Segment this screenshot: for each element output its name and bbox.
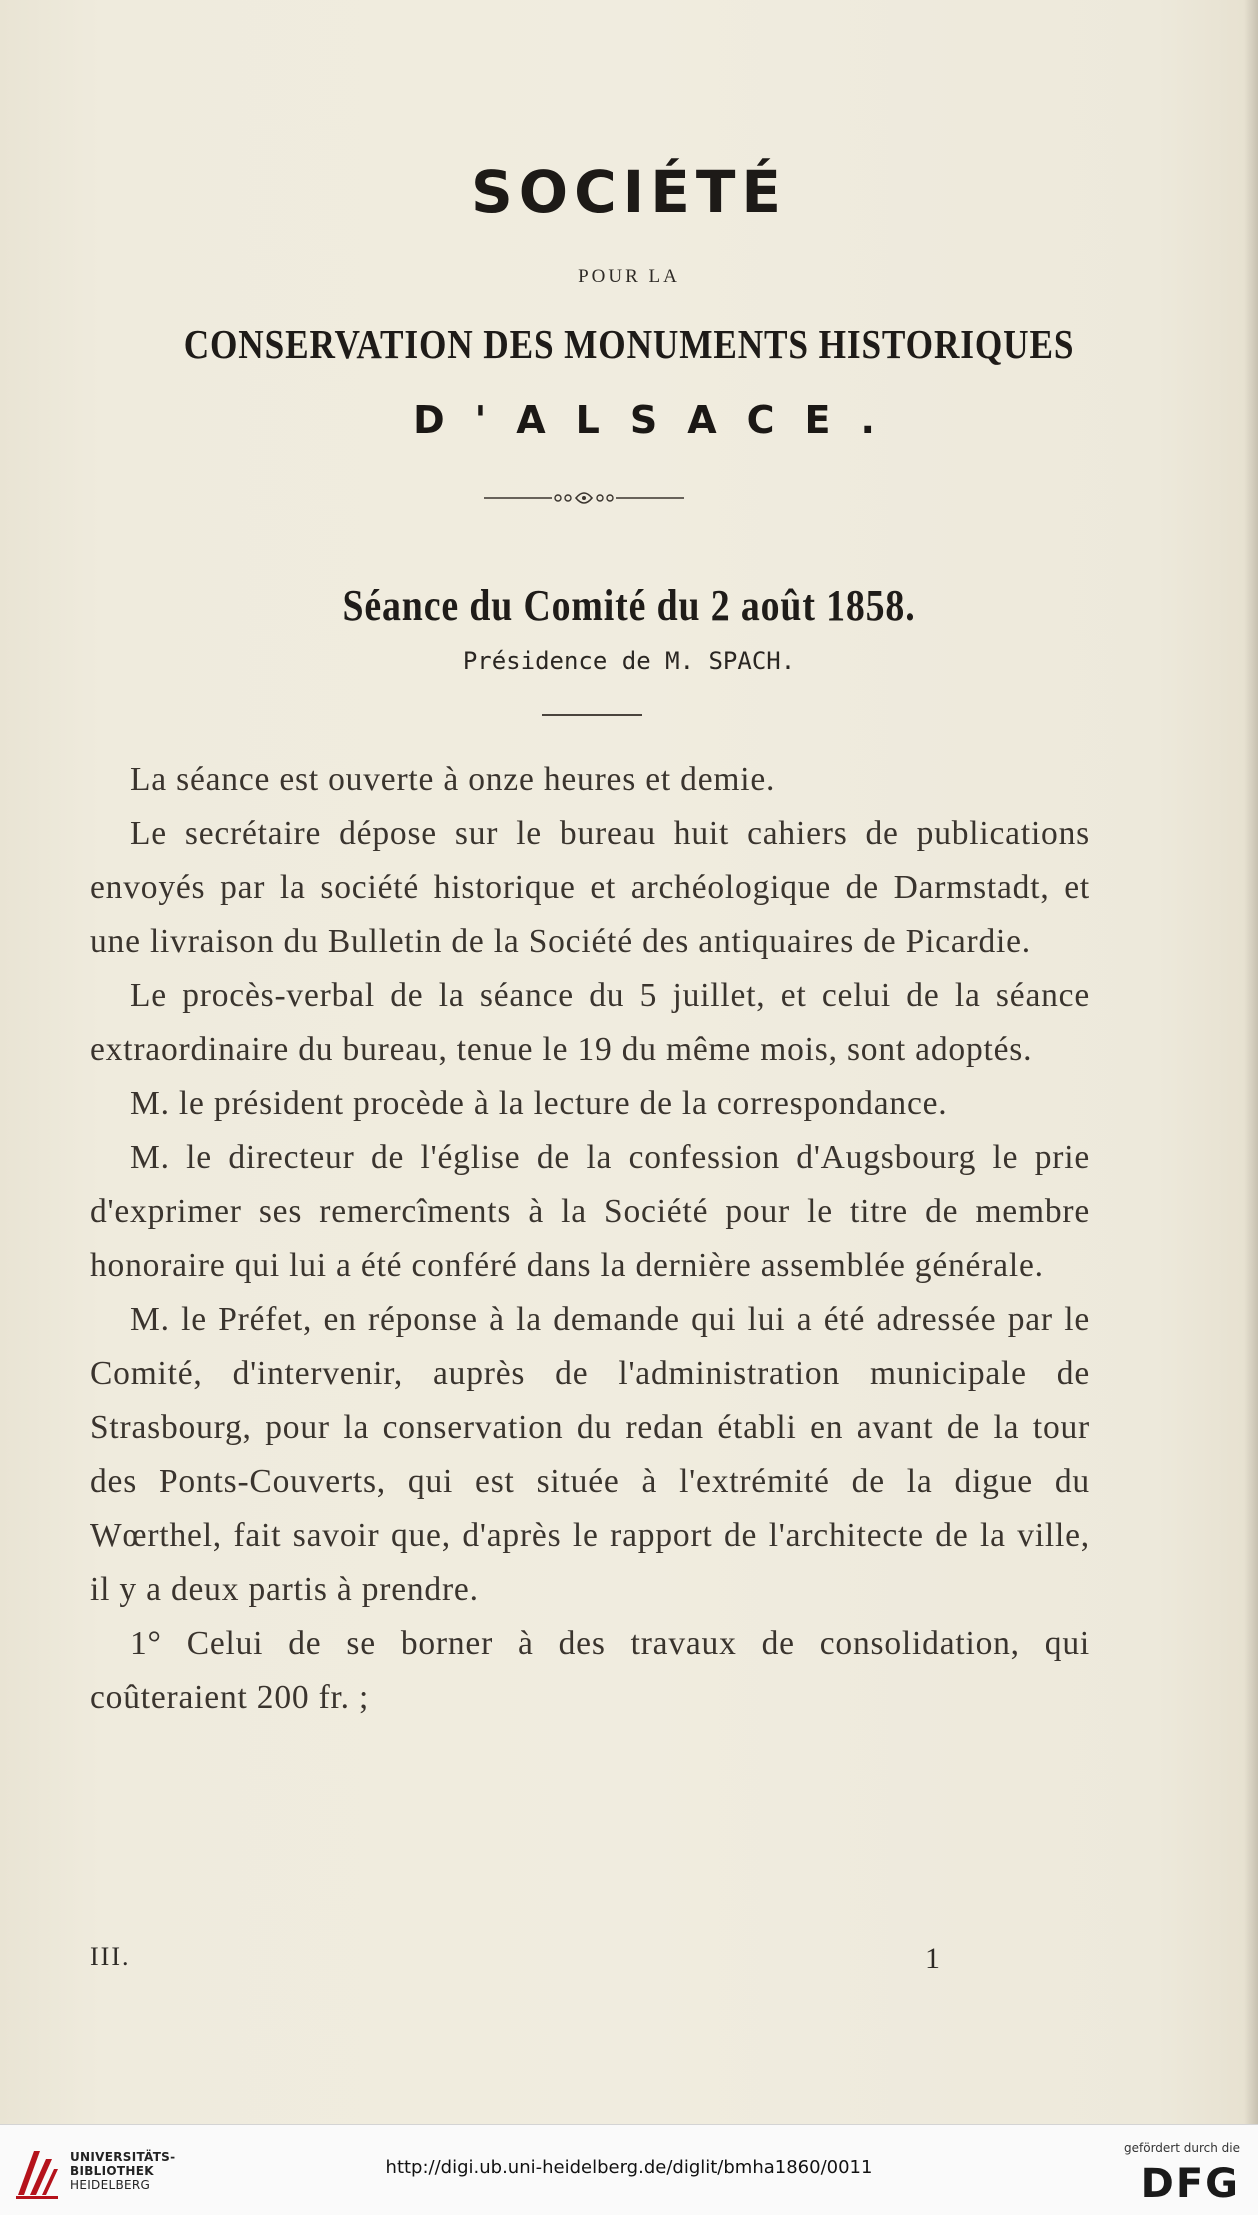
- paragraph: La séance est ouverte à onze heures et demie.: [130, 761, 776, 798]
- paragraph: Le secrétaire dépose sur le bureau huit cahiers de publications envoyés par la société historique et archéologique de Darmstadt, et une livraison du Bulletin de la Société des antiquaires de Picardie.: [90, 815, 1090, 960]
- paragraph: Le procès-verbal de la séance du 5 juillet, et celui de la séance extraordinaire du bureau, tenue le 19 du même mois, sont adoptés.: [90, 977, 1090, 1068]
- paragraph: M. le Préfet, en réponse à la demande qui lui a été adressée par le Comité, d'intervenir, auprès de l'administration municipale de Strasbourg, pour la conservation du redan établi en avant de la tour des Ponts-Couverts, qui est située à l'extrémité de la digue du Wœrthel, fait savoir que, d'après le rapport de l'architecte de la ville, il y a deux partis à prendre.: [90, 1301, 1090, 1608]
- library-line: BIBLIOTHEK: [70, 2164, 154, 2178]
- pour-la-label: POUR LA: [578, 266, 680, 287]
- page-footer: [90, 1942, 940, 1982]
- sponsor-text: gefördert durch die: [1124, 2141, 1240, 2155]
- ornament-divider-icon: [484, 486, 684, 510]
- society-subtitle: CONSERVATION DES MONUMENTS HISTORIQUES: [183, 321, 1075, 367]
- paragraph: M. le directeur de l'église de la confession d'Augsbourg le prie d'exprimer ses remercîments à la Société pour le titre de membre honoraire qui lui a été conféré dans la dernière assemblée générale.: [90, 1139, 1090, 1284]
- presidence-line: Présidence de M. SPACH.: [462, 647, 796, 675]
- dfg-logo[interactable]: DFG: [1140, 2161, 1240, 2207]
- session-title: Séance du Comité du 2 août 1858.: [342, 581, 916, 630]
- paragraph: 1° Celui de se borner à des travaux de consolidation, qui coûteraient 200 fr. ;: [90, 1625, 1090, 1716]
- short-rule: [542, 714, 642, 716]
- paragraph: M. le président procède à la lecture de la correspondance.: [130, 1085, 948, 1122]
- minutes-text: [90, 753, 1090, 1725]
- library-line: HEIDELBERG: [70, 2178, 151, 2192]
- society-title: SOCIÉTÉ: [470, 158, 788, 226]
- permalink-url[interactable]: http://digi.ub.uni-heidelberg.de/diglit/bmha1860/0011: [385, 2157, 873, 2178]
- viewer-footer-bar: [0, 2124, 1258, 2215]
- sheet-number: 1: [925, 1942, 940, 1975]
- signature-mark: III.: [90, 1942, 131, 1971]
- page-spine-shadow: [1244, 0, 1258, 2124]
- library-line: UNIVERSITÄTS-: [70, 2150, 176, 2164]
- region-title: D'ALSACE.: [413, 398, 905, 442]
